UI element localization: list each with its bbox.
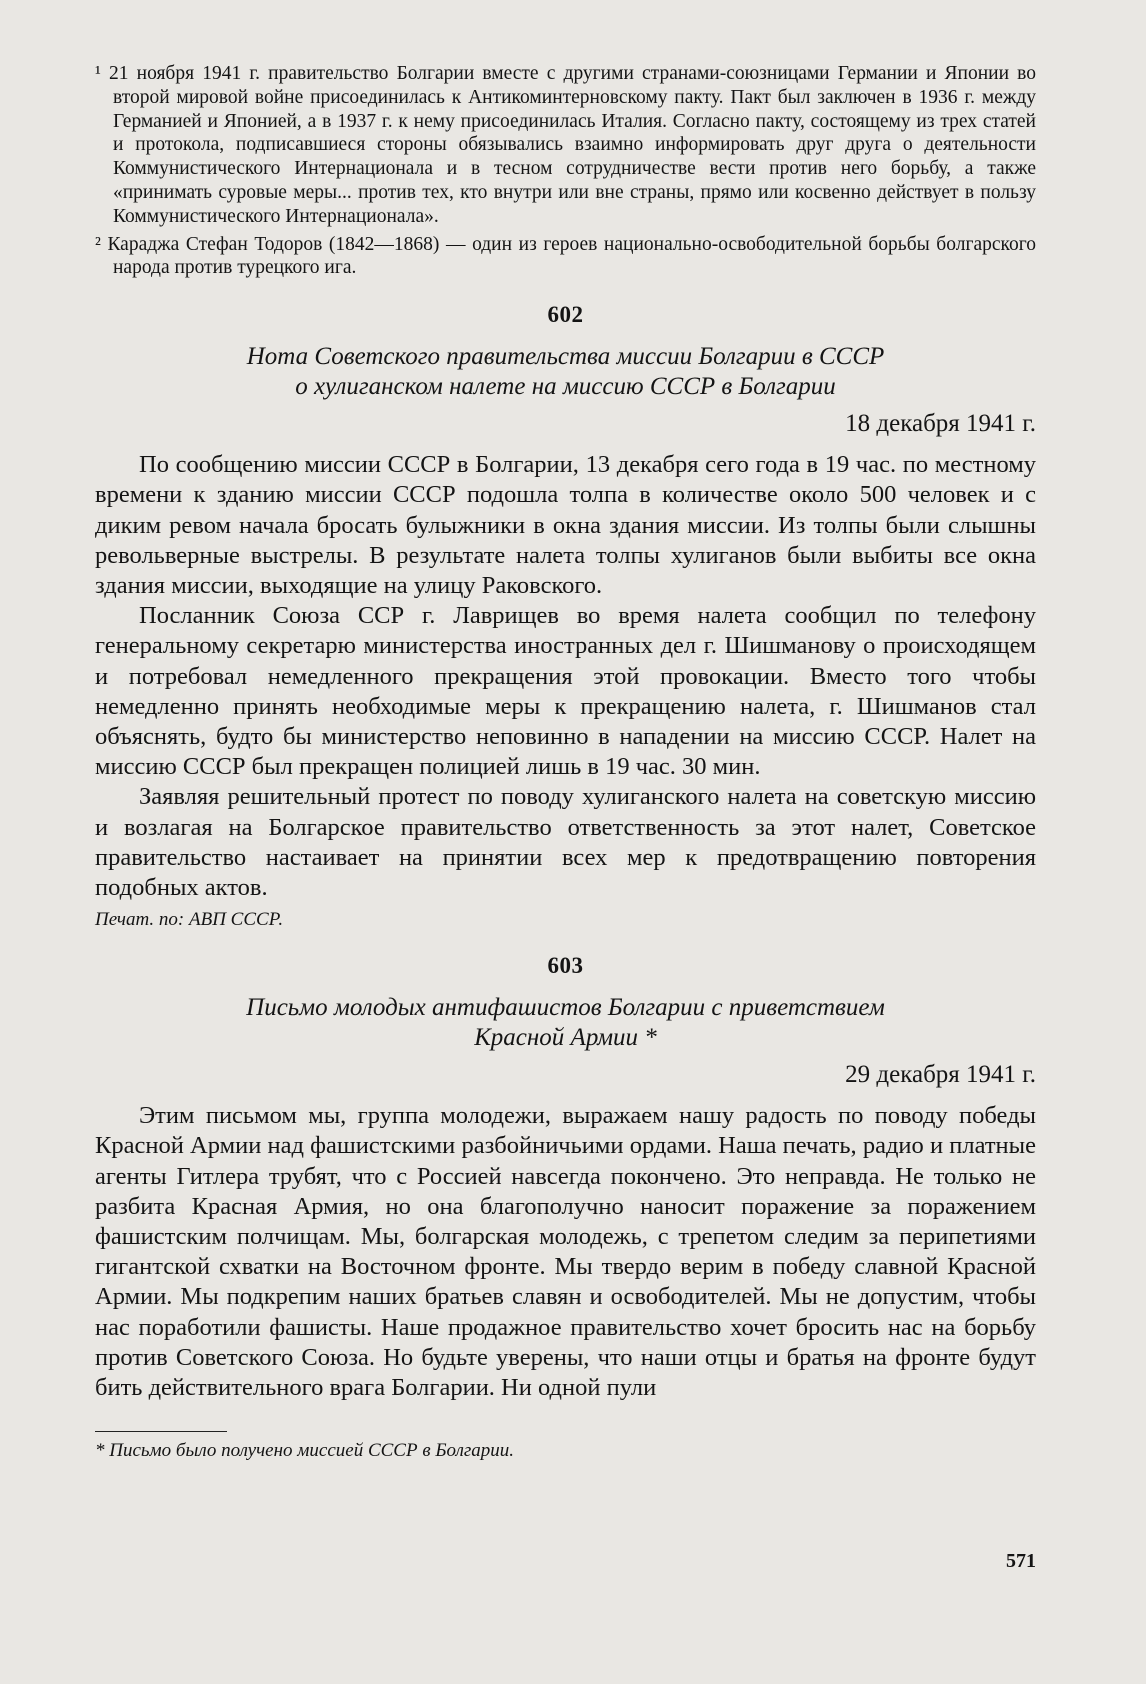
source-citation: Печат. по: АВП СССР. — [95, 909, 284, 931]
document-date: 29 декабря 1941 г. — [845, 1061, 1036, 1089]
bottom-footnote: * Письмо было получено миссией СССР в Болгарии. — [95, 1440, 515, 1462]
footnote-1 — [95, 62, 1036, 229]
body-paragraph: Этим письмом мы, группа молодежи, выражаем нашу радость по поводу победы Красной Армии над фашистскими разбойничьими ордами. Наша печать, радио и платные агенты Гитлера трубят, что с Россией навсегда покончено. Это неправда. Не только не разбита Красная Армия, но она благополучно наносит поражение за поражением фашистским полчищам. Мы, болгарская молодежь, с трепетом следим за перипетиями гигантской схватки на Восточном фронте. Мы твердо верим в победу славной Красной Армии. Мы подкрепим наших братьев славян и освободителей. Мы не допустим, чтобы нас поработили фашисты. Наше продажное правительство хочет бросить нас на борьбу против Советского Союза. Но будьте уверены, что наши отцы и братья на фронте будут бить действительного врага Болгарии. Ни одной пули — [95, 1102, 1036, 1402]
page-number: 571 — [1006, 1550, 1036, 1572]
document-date: 18 декабря 1941 г. — [845, 410, 1036, 438]
document-title-line-2: Красной Армии * — [474, 1024, 657, 1052]
footnote-separator — [95, 1431, 227, 1432]
document-602 — [95, 302, 1036, 931]
footnote-marker: ² — [95, 233, 101, 255]
footnote-text: Караджа Стефан Тодоров (1842—1868) — один из героев национально-освободительной борьбы болгарского народа против турецкого ига. — [107, 233, 1036, 279]
body-paragraph: По сообщению миссии СССР в Болгарии, 13 декабря сего года в 19 час. по местному времени к зданию миссии СССР подошла толпа в количестве около 500 человек и с диким ревом начала бросать булыжники в окна здания миссии. Из толпы были слышны револьверные выстрелы. В результате налета толпы хулиганов были выбиты все окна здания миссии, выходящие на улицу Раковского. — [95, 451, 1036, 599]
footnote-marker: ¹ — [95, 63, 101, 84]
footnote-text: 21 ноября 1941 г. правительство Болгарии вместе с другими странами-союзницами Германии и Японии во второй мировой войне присоединилась к Антикоминтерновскому пакту. Пакт был заключен в 1936 г. между Германией и Японией, а в 1937 г. к нему присоединилась Италия. Согласно пакту, состоящему из трех статей и протокола, подписавшиеся стороны обязывались взаимно информировать друг друга о деятельности Коммунистического Интернационала и в тесном сотрудничестве вести против него борьбу, а также «принимать суровые меры... против тех, кто внутри или вне страны, прямо или косвенно действует в пользу Коммунистического Интернационала». — [109, 63, 1036, 227]
document-title-line-2: о хулиганском налете на миссию СССР в Болгарии — [295, 373, 836, 401]
document-title-line-1: Письмо молодых антифашистов Болгарии с приветствием — [246, 994, 885, 1022]
document-title-line-1: Нота Советского правительства миссии Болгарии в СССР — [246, 343, 885, 371]
body-paragraph: Заявляя решительный протест по поводу хулиганского налета на советскую миссию и возлагая на Болгарское правительство ответственность за этот налет, Советское правительство настаивает на принятии всех мер к предотвращению повторения подобных актов. — [95, 783, 1036, 902]
document-body — [95, 450, 1036, 903]
document-number: 602 — [547, 302, 584, 328]
footnote-2 — [95, 233, 1036, 281]
document-body — [95, 1101, 1036, 1403]
body-paragraph: Посланник Союза ССР г. Лаврищев во время налета сообщил по телефону генеральному секретарю министерства иностранных дел г. Шишманову о происходящем и потребовал немедленного прекращения этой провокации. Вместо того чтобы немедленно принять необходимые меры к прекращению налета, г. Шишманов стал объяснять, будто бы министерство неповинно в нападении на миссию СССР. Налет на миссию СССР был прекращен полицией лишь в 19 час. 30 мин. — [95, 602, 1036, 781]
top-footnotes — [95, 62, 1036, 280]
document-number: 603 — [547, 953, 584, 979]
document-603 — [95, 953, 1036, 1403]
